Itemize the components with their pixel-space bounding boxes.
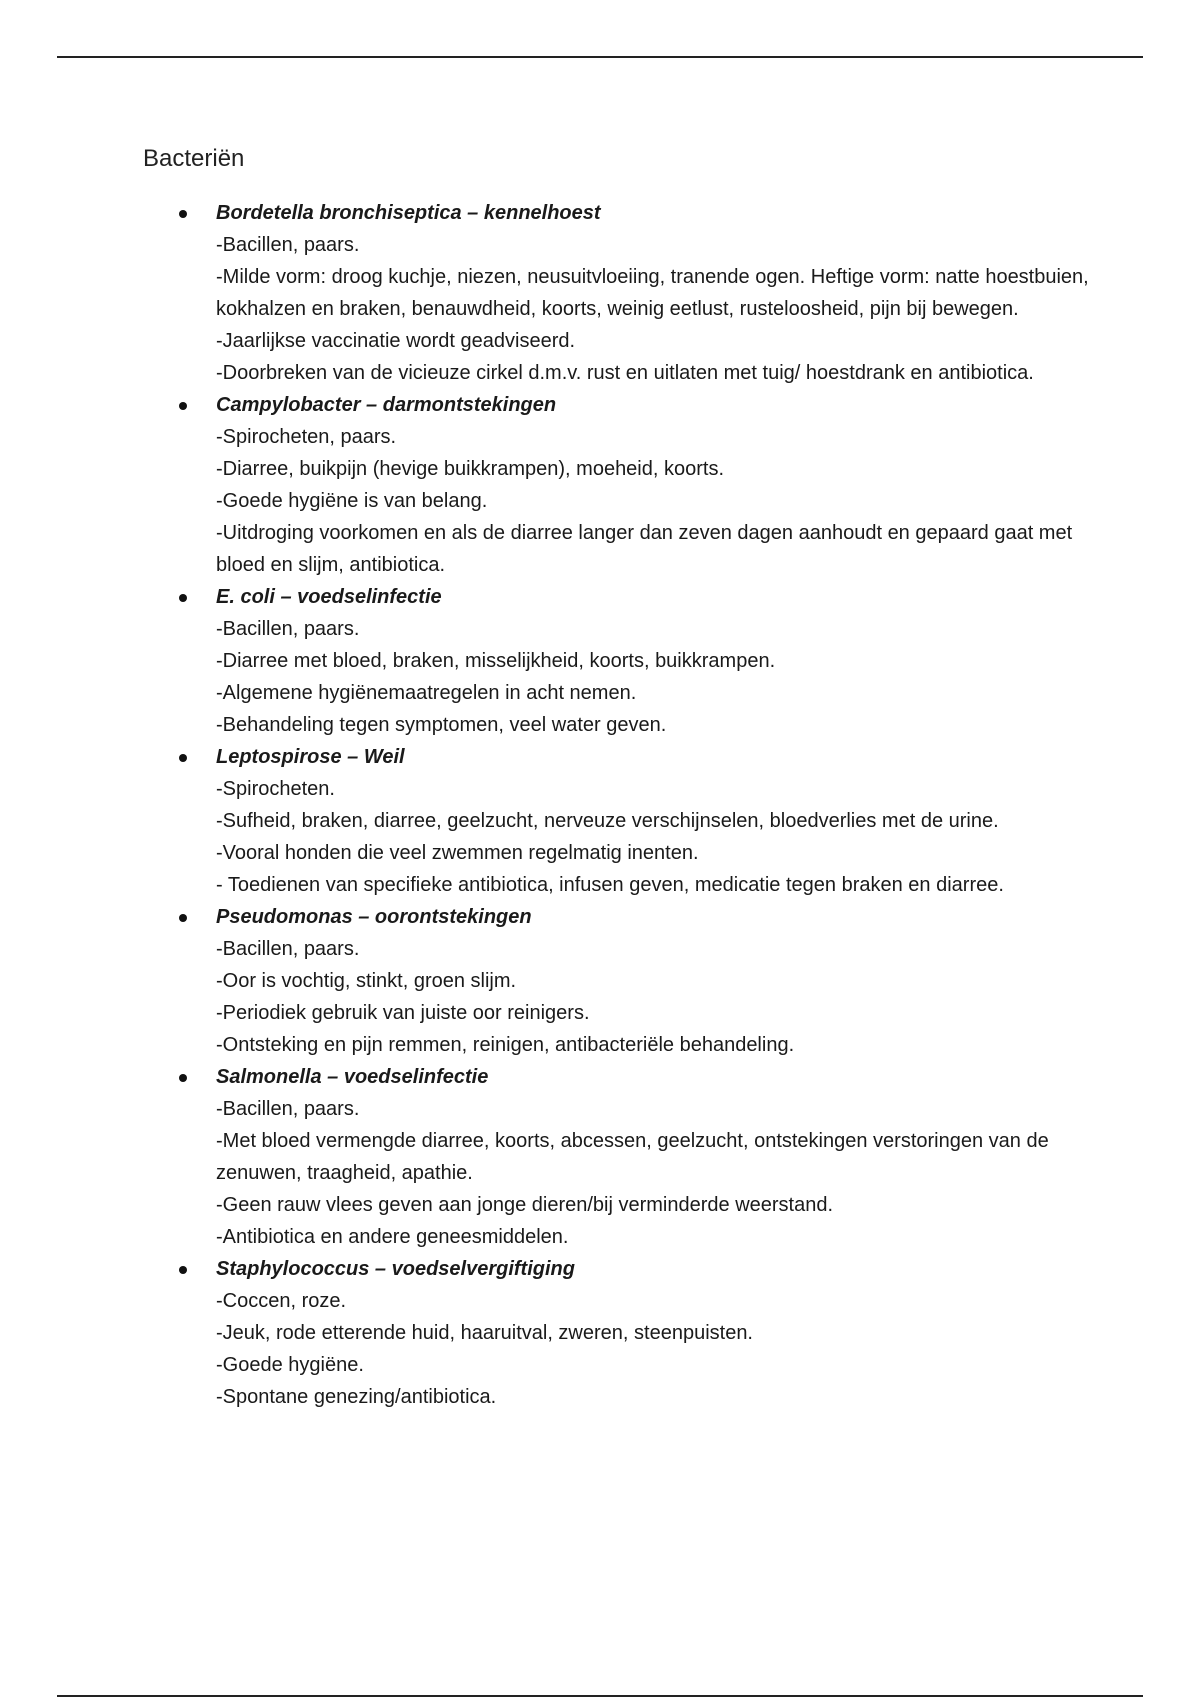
entry-line: -Bacillen, paars.	[216, 234, 360, 256]
list-item-bordetella	[216, 197, 1096, 389]
bullet-icon	[179, 402, 187, 410]
entry-title: Campylobacter – darmontstekingen	[216, 394, 557, 416]
entry-line: -Spontane genezing/antibiotica.	[216, 1386, 497, 1408]
list-item-staphylococcus	[216, 1253, 1096, 1413]
entry-line: -Bacillen, paars.	[216, 618, 360, 640]
entry-line: -Bacillen, paars.	[216, 1098, 360, 1120]
entry-title: Bordetella bronchiseptica – kennelhoest	[216, 202, 601, 224]
entry-title: Staphylococcus – voedselvergiftiging	[216, 1258, 575, 1280]
entry-line: -Jeuk, rode etterende huid, haaruitval, zweren, steenpuisten.	[216, 1322, 753, 1344]
section-heading: Bacteriën	[143, 145, 245, 172]
entry-line: -Oor is vochtig, stinkt, groen slijm.	[216, 970, 517, 992]
entry-line: -Bacillen, paars.	[216, 938, 360, 960]
entry-line: -Doorbreken van de vicieuze cirkel d.m.v. rust en uitlaten met tuig/ hoestdrank en antibiotica.	[216, 362, 1034, 384]
entry-line: -Milde vorm: droog kuchje, niezen, neusuitvloeiing, tranende ogen. Heftige vorm: natte hoestbuien, kokhalzen en braken, benauwdheid, koorts, weinig eetlust, rusteloosheid, pijn bij bewegen.	[216, 266, 1089, 320]
entry-line: -Sufheid, braken, diarree, geelzucht, nerveuze verschijnselen, bloedverlies met de urine.	[216, 810, 999, 832]
bullet-icon	[179, 1074, 187, 1082]
list-item-campylobacter	[216, 389, 1096, 581]
bacteria-list	[216, 197, 1096, 1413]
entry-line: - Toedienen van specifieke antibiotica, infusen geven, medicatie tegen braken en diarree.	[216, 874, 1004, 896]
entry-line: -Diarree, buikpijn (hevige buikkrampen), moeheid, koorts.	[216, 458, 725, 480]
entry-title: E. coli – voedselinfectie	[216, 586, 442, 608]
entry-line: -Ontsteking en pijn remmen, reinigen, antibacteriële behandeling.	[216, 1034, 795, 1056]
bullet-icon	[179, 1266, 187, 1274]
footer-rule	[57, 1695, 1143, 1697]
header-rule	[57, 56, 1143, 58]
bullet-icon	[179, 754, 187, 762]
entry-line: -Spirocheten, paars.	[216, 426, 397, 448]
bullet-icon	[179, 210, 187, 218]
entry-title: Salmonella – voedselinfectie	[216, 1066, 489, 1088]
list-item-e-coli	[216, 581, 1096, 741]
bullet-icon	[179, 914, 187, 922]
bullet-icon	[179, 594, 187, 602]
list-item-pseudomonas	[216, 901, 1096, 1061]
entry-line: -Algemene hygiënemaatregelen in acht nemen.	[216, 682, 637, 704]
entry-title: Pseudomonas – oorontstekingen	[216, 906, 532, 928]
entry-line: -Coccen, roze.	[216, 1290, 347, 1312]
entry-line: -Goede hygiëne is van belang.	[216, 490, 488, 512]
entry-line: -Diarree met bloed, braken, misselijkheid, koorts, buikkrampen.	[216, 650, 776, 672]
entry-title: Leptospirose – Weil	[216, 746, 405, 768]
list-item-salmonella	[216, 1061, 1096, 1253]
entry-line: -Uitdroging voorkomen en als de diarree langer dan zeven dagen aanhoudt en gepaard gaat met bloed en slijm, antibiotica.	[216, 522, 1073, 576]
list-item-leptospirose	[216, 741, 1096, 901]
entry-line: -Goede hygiëne.	[216, 1354, 364, 1376]
entry-line: -Jaarlijkse vaccinatie wordt geadviseerd.	[216, 330, 576, 352]
entry-line: -Spirocheten.	[216, 778, 335, 800]
entry-line: -Behandeling tegen symptomen, veel water geven.	[216, 714, 667, 736]
entry-line: -Vooral honden die veel zwemmen regelmatig inenten.	[216, 842, 699, 864]
entry-line: -Periodiek gebruik van juiste oor reinigers.	[216, 1002, 590, 1024]
entry-line: -Geen rauw vlees geven aan jonge dieren/bij verminderde weerstand.	[216, 1194, 834, 1216]
entry-line: -Antibiotica en andere geneesmiddelen.	[216, 1226, 569, 1248]
entry-line: -Met bloed vermengde diarree, koorts, abcessen, geelzucht, ontstekingen verstoringen van de zenuwen, traagheid, apathie.	[216, 1130, 1049, 1184]
